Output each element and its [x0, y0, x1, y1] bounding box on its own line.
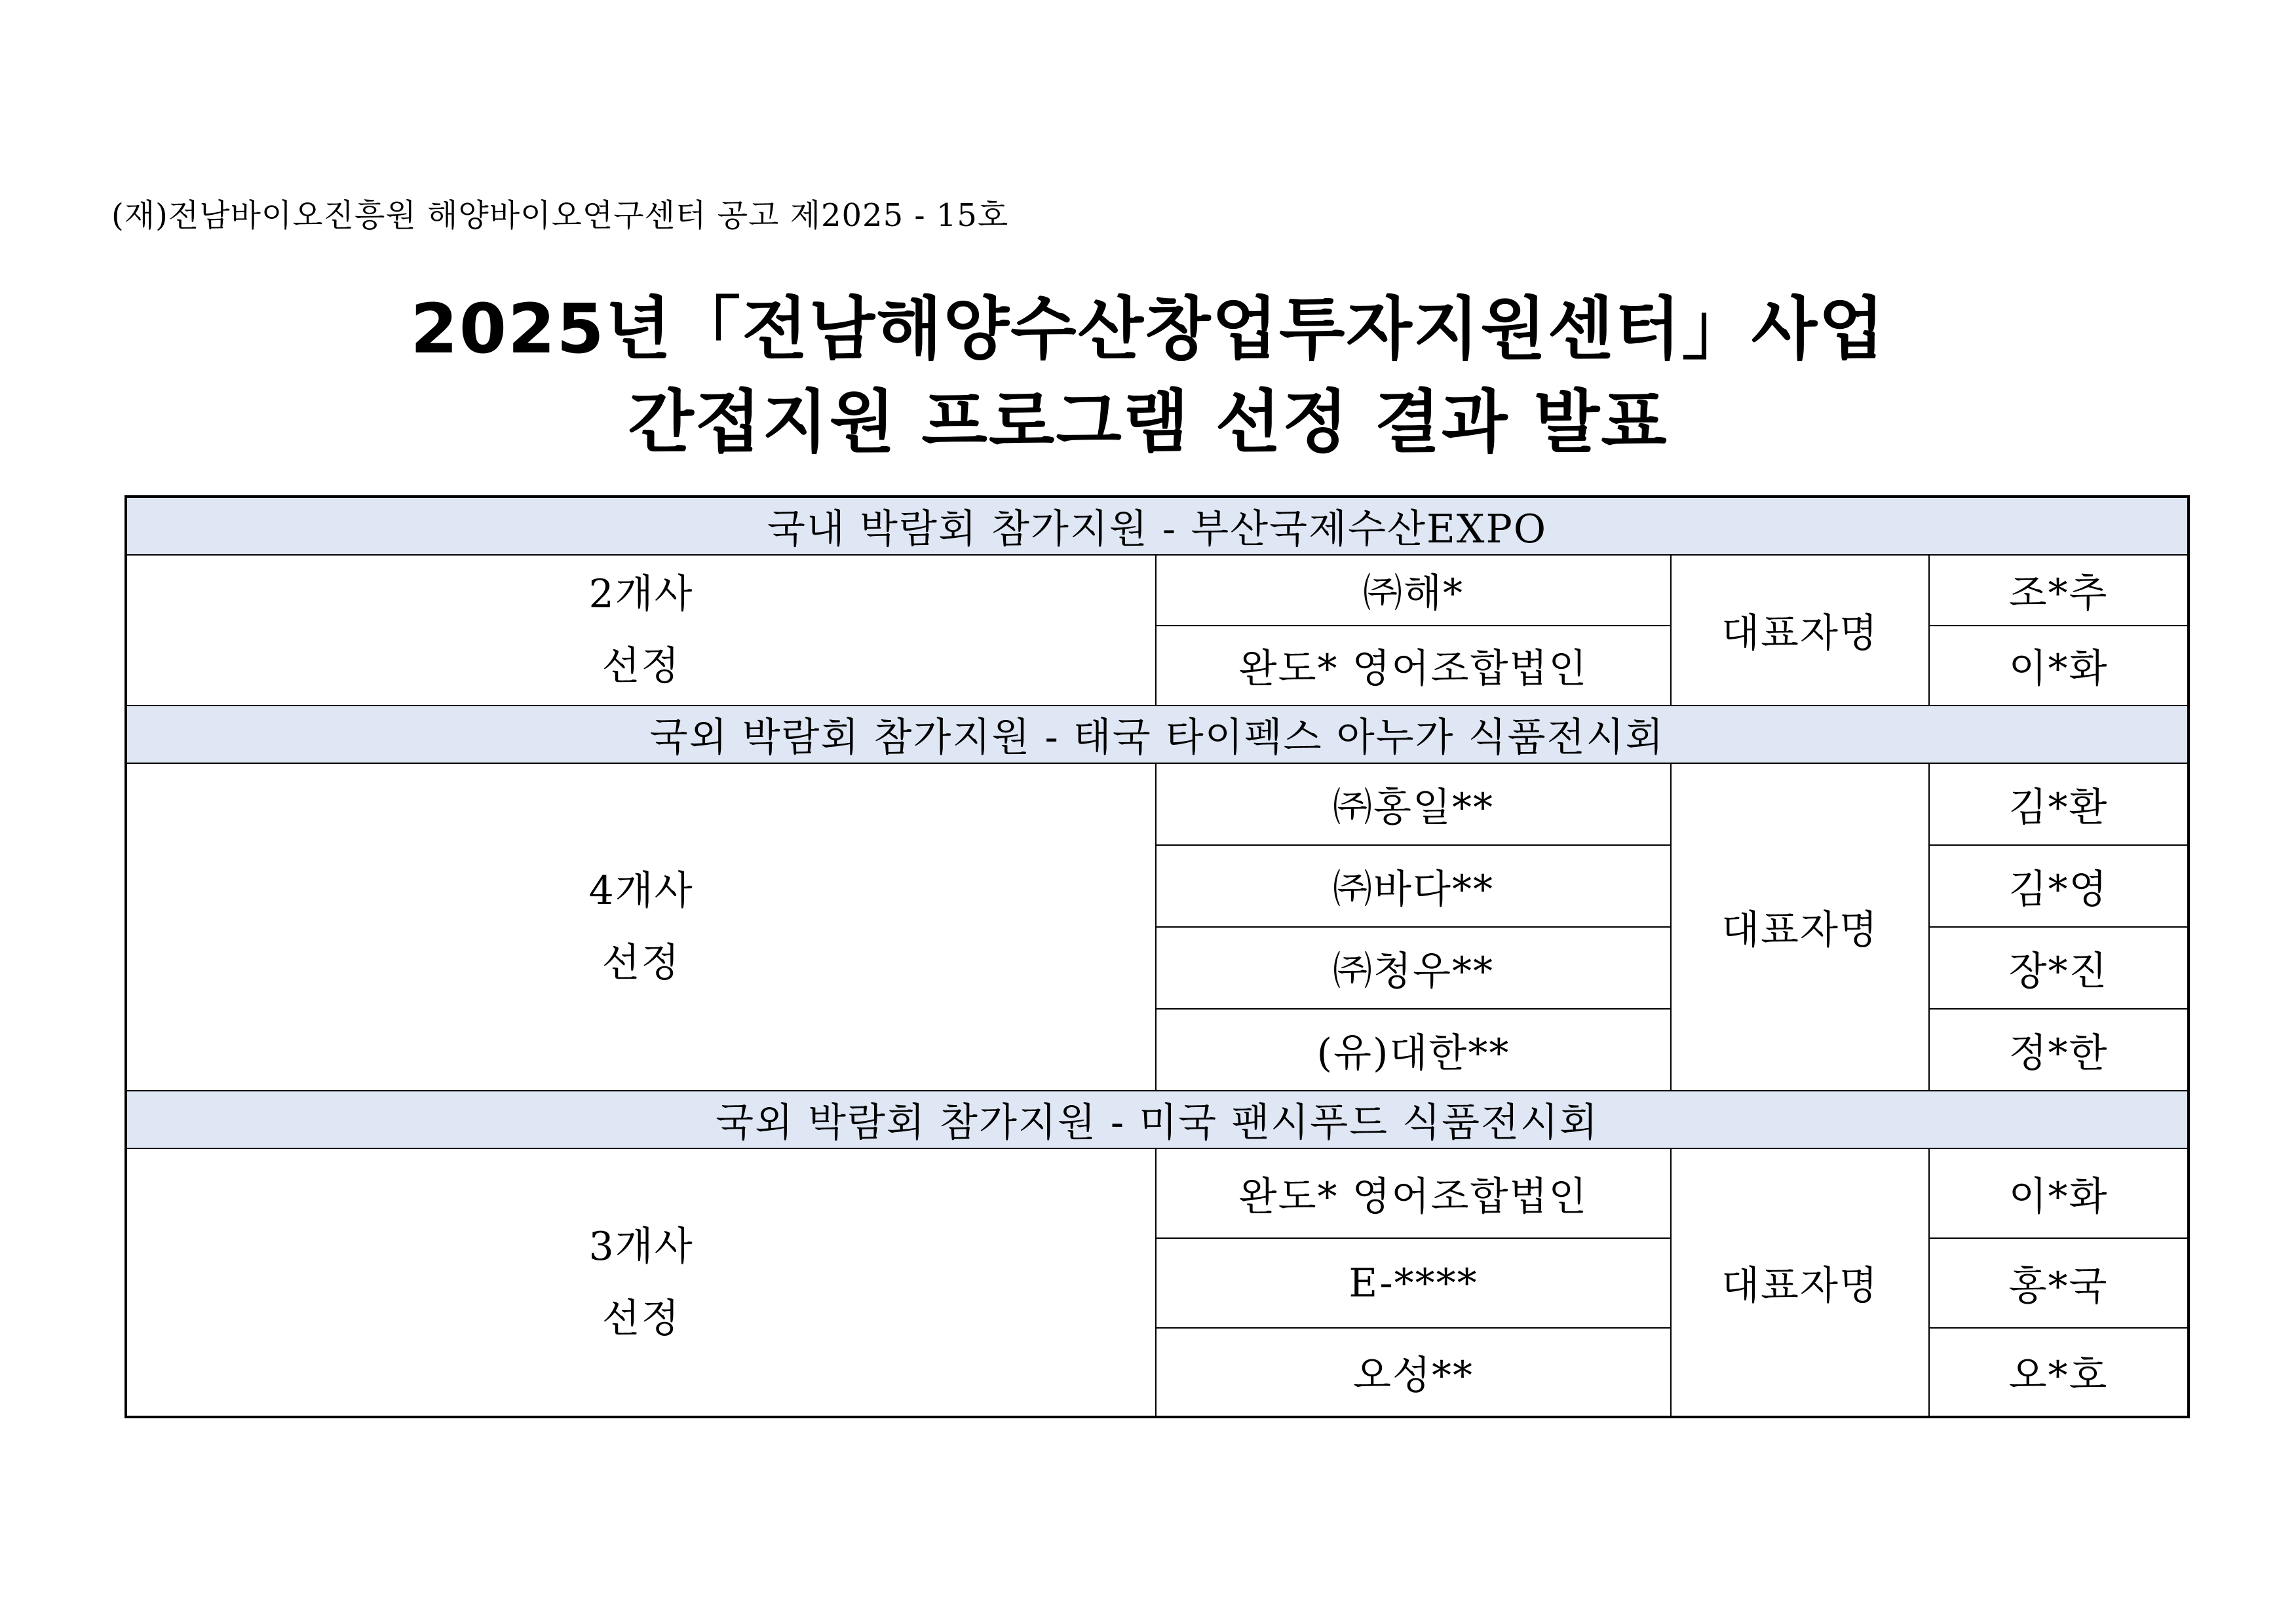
selection-label: 선정 — [602, 643, 681, 689]
company-name: 완도* 영어조합법인 — [1156, 626, 1671, 706]
document-title-line2: 간접지원 프로그램 선정 결과 발표 — [628, 382, 1668, 462]
company-name: E-**** — [1156, 1238, 1671, 1328]
notice-number: (재)전남바이오진흥원 해양바이오연구센터 공고 제2025 - 15호 — [111, 197, 1009, 234]
representative-label: 대표자명 — [1671, 555, 1929, 706]
section-header: 국외 박람회 참가지원 - 미국 팬시푸드 식품전시회 — [126, 1091, 2189, 1148]
results-table — [124, 495, 2190, 1418]
company-name: ㈜바다** — [1156, 845, 1671, 927]
representative-name: 조*추 — [1929, 555, 2189, 626]
company-name: 오성** — [1156, 1328, 1671, 1417]
selection-count: 4개사 — [588, 868, 694, 914]
representative-name: 정*한 — [1929, 1009, 2189, 1091]
section-header: 국외 박람회 참가지원 - 태국 타이펙스 아누가 식품전시회 — [126, 706, 2189, 763]
company-name: ㈜청우** — [1156, 927, 1671, 1009]
company-name: ㈜홍일** — [1156, 763, 1671, 845]
table-row — [126, 1148, 2189, 1238]
selection-count: 2개사 — [588, 571, 694, 617]
table-row — [126, 763, 2189, 845]
company-name: ㈜해* — [1156, 555, 1671, 626]
representative-name: 오*호 — [1929, 1328, 2189, 1417]
representative-label: 대표자명 — [1671, 763, 1929, 1091]
selection-count-cell — [126, 1148, 1156, 1417]
representative-name: 이*화 — [1929, 1148, 2189, 1238]
document-title-line1: 2025년「전남해양수산창업투자지원센터」사업 — [410, 289, 1886, 369]
selection-label: 선정 — [602, 1295, 681, 1342]
company-name: 완도* 영어조합법인 — [1156, 1148, 1671, 1238]
company-name: (유)대한** — [1156, 1009, 1671, 1091]
section-header: 국내 박람회 참가지원 - 부산국제수산EXPO — [126, 497, 2189, 555]
representative-name: 홍*국 — [1929, 1238, 2189, 1328]
representative-name: 이*화 — [1929, 626, 2189, 706]
representative-label: 대표자명 — [1671, 1148, 1929, 1417]
section-header-row — [126, 1091, 2189, 1148]
selection-label: 선정 — [602, 940, 681, 986]
section-header-row — [126, 706, 2189, 763]
section-header-row — [126, 497, 2189, 555]
table-row — [126, 555, 2189, 626]
representative-name: 김*영 — [1929, 845, 2189, 927]
selection-count-cell — [126, 763, 1156, 1091]
selection-count: 3개사 — [588, 1223, 694, 1270]
representative-name: 장*진 — [1929, 927, 2189, 1009]
representative-name: 김*환 — [1929, 763, 2189, 845]
selection-count-cell — [126, 555, 1156, 706]
